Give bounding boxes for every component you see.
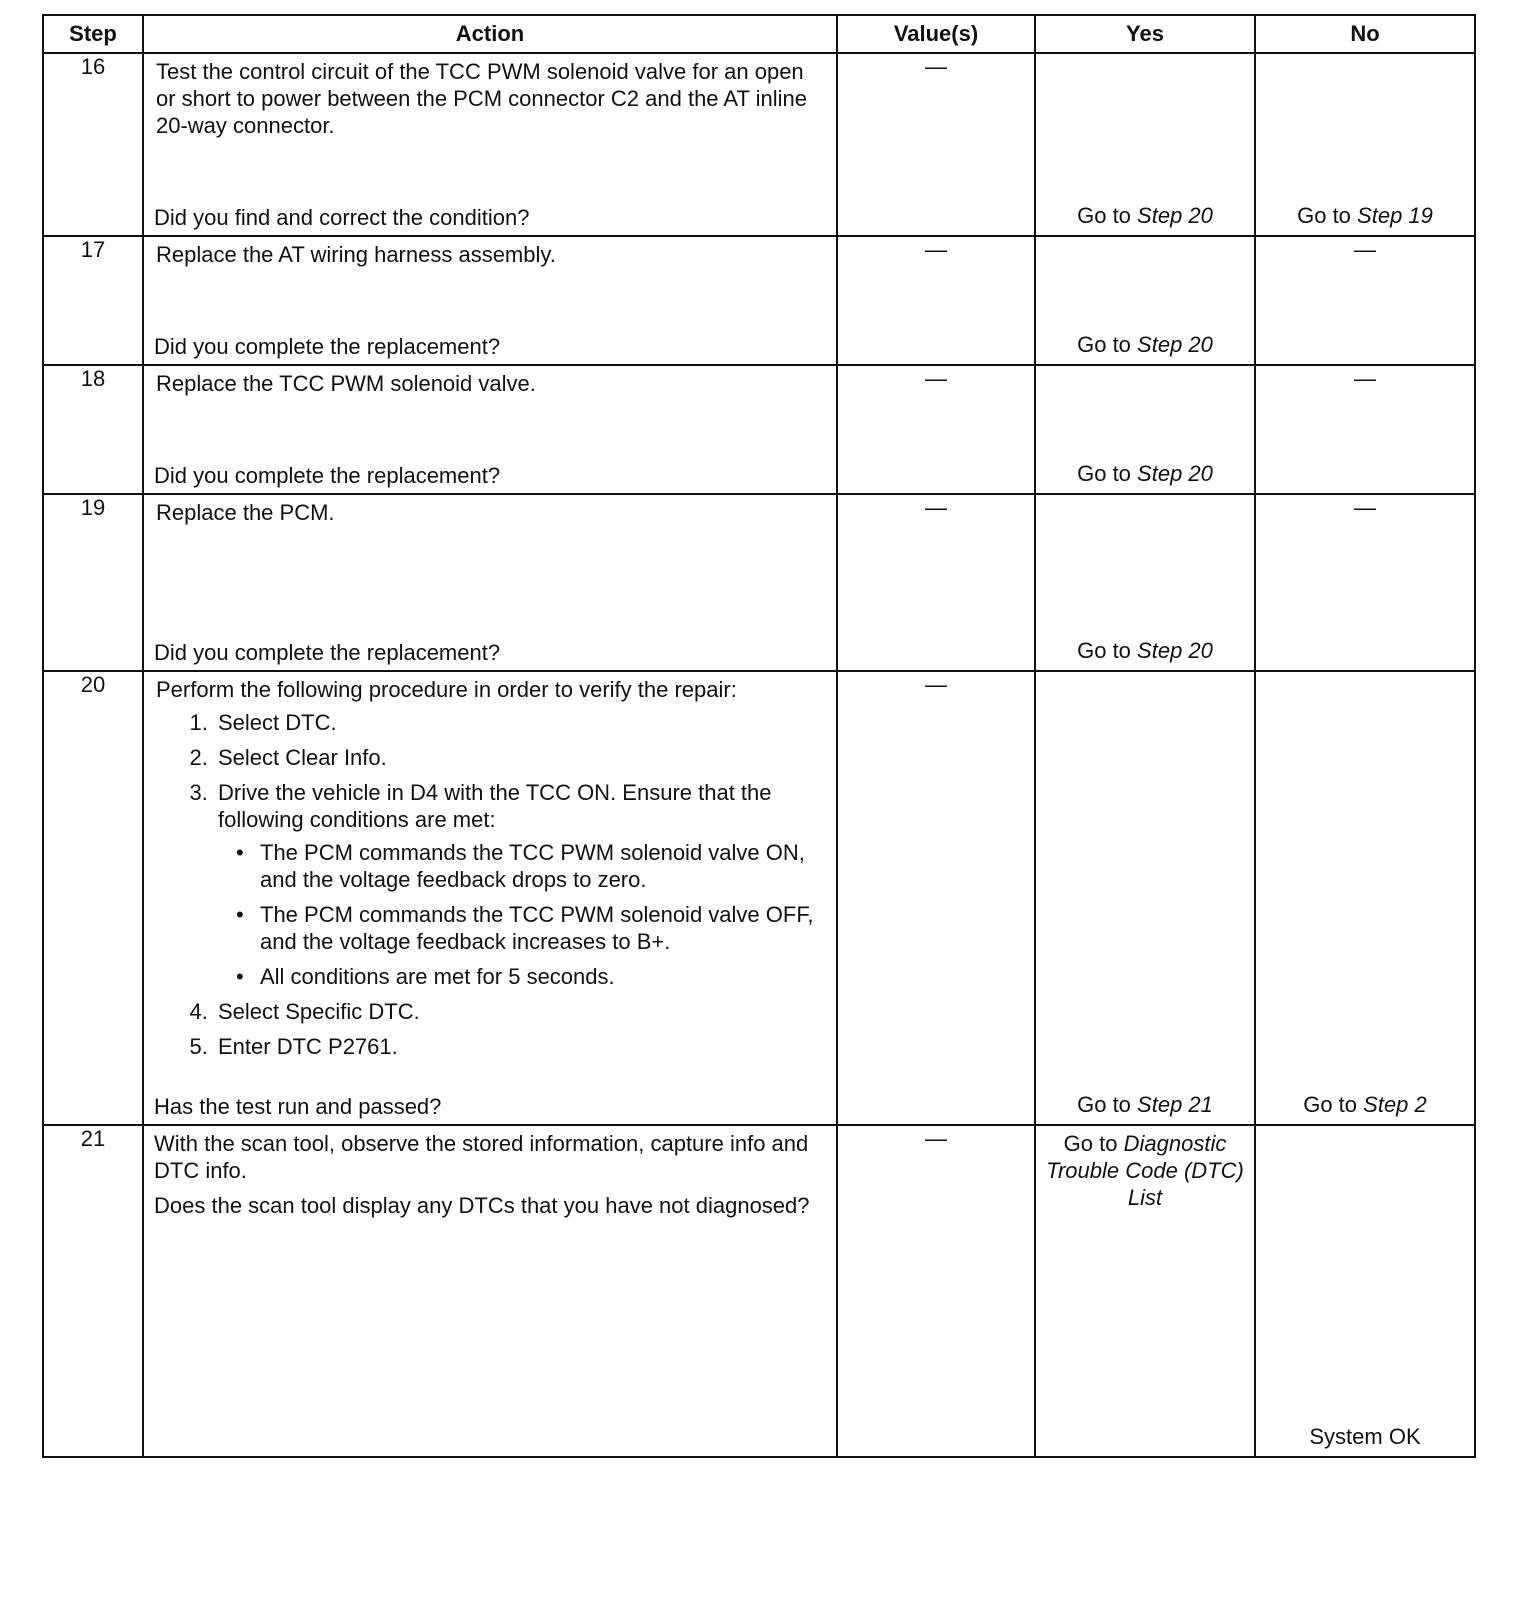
no-goto[interactable] [1256,1092,1474,1118]
action-cell [143,1125,837,1457]
condition-item: • All conditions are met for 5 seconds. [256,963,824,990]
goto-link[interactable]: Diagnostic Trouble Code (DTC) List [1046,1131,1244,1210]
header-row [43,15,1475,53]
goto-prefix: Go to [1303,1092,1358,1117]
question-text: Did you complete the replacement? [154,334,501,359]
yes-cell [1035,494,1255,671]
question-text: Did you find and correct the condition? [154,205,530,230]
no-cell [1255,671,1475,1125]
instruction-text: Perform the following procedure in order to verify the repair: [156,677,737,702]
yes-goto[interactable] [1036,332,1254,358]
step-number: 19 [43,494,143,671]
goto-link[interactable]: Step 20 [1137,203,1213,228]
instruction-text: With the scan tool, observe the stored information, capture info and DTC info. [154,1131,809,1183]
goto-link[interactable]: Step 20 [1137,638,1213,663]
value-cell: — [837,494,1035,671]
goto-prefix: Go to [1077,332,1131,357]
header-step: Step [43,15,143,53]
action-cell [143,53,837,236]
question-text: Did you complete the replacement? [154,640,501,665]
header-values: Value(s) [837,15,1035,53]
yes-cell [1035,53,1255,236]
value-cell: — [837,365,1035,494]
yes-goto[interactable] [1036,1130,1254,1211]
yes-goto[interactable] [1036,461,1254,487]
action-cell [143,494,837,671]
yes-goto[interactable] [1036,638,1254,664]
table-row-step-18 [43,365,1475,494]
goto-prefix: Go to [1077,461,1131,486]
yes-cell [1035,1125,1255,1457]
goto-link[interactable]: Step 19 [1357,203,1433,228]
no-cell: — [1255,236,1475,365]
value-cell: — [837,53,1035,236]
goto-link[interactable]: Step 21 [1137,1092,1213,1117]
instruction-text: Replace the TCC PWM solenoid valve. [156,371,536,396]
goto-link[interactable]: Step 20 [1137,332,1213,357]
goto-link[interactable]: Step 20 [1137,461,1213,486]
goto-prefix: Go to [1077,1092,1131,1117]
instruction-text: Replace the AT wiring harness assembly. [156,242,556,267]
goto-link[interactable]: Step 2 [1363,1092,1427,1117]
instruction-block [156,676,824,1068]
procedure-item: 1. Select DTC. [214,709,824,736]
no-result: System OK [1309,1424,1421,1449]
goto-prefix: Go to [1063,1131,1118,1156]
diagnostic-table [42,14,1476,1458]
step-number: 21 [43,1125,143,1457]
goto-prefix: Go to [1297,203,1351,228]
yes-cell [1035,671,1255,1125]
condition-item: • The PCM commands the TCC PWM solenoid valve OFF, and the voltage feedback increases to B+. [256,901,824,955]
table-row-step-17 [43,236,1475,365]
instruction-text: Test the control circuit of the TCC PWM solenoid valve for an open or short to power between the PCM connector C2 and the AT inline 20-way connector. [156,59,807,138]
header-yes: Yes [1035,15,1255,53]
procedure-item: 2. Select Clear Info. [214,744,824,771]
value-cell: — [837,236,1035,365]
table-row-step-19 [43,494,1475,671]
header-action: Action [143,15,837,53]
yes-goto[interactable] [1036,1092,1254,1118]
action-cell [143,365,837,494]
condition-list [218,839,824,990]
value-cell: — [837,1125,1035,1457]
step-number: 16 [43,53,143,236]
question-text: Has the test run and passed? [154,1094,442,1119]
step-number: 17 [43,236,143,365]
table-row-step-21 [43,1125,1475,1457]
yes-goto[interactable] [1036,203,1254,229]
no-cell [1255,53,1475,236]
yes-cell [1035,236,1255,365]
goto-prefix: Go to [1077,638,1131,663]
procedure-item [214,779,824,990]
yes-cell [1035,365,1255,494]
condition-item: • The PCM commands the TCC PWM solenoid valve ON, and the voltage feedback drops to zero. [256,839,824,893]
step-number: 18 [43,365,143,494]
step-number: 20 [43,671,143,1125]
procedure-list [156,709,824,1060]
instruction-text: Replace the PCM. [156,500,335,525]
table-row-step-16 [43,53,1475,236]
procedure-item-text: Drive the vehicle in D4 with the TCC ON. Ensure that the following conditions are met: [218,780,772,832]
goto-prefix: Go to [1077,203,1131,228]
value-cell: — [837,671,1035,1125]
question-text: Does the scan tool display any DTCs that you have not diagnosed? [154,1193,810,1218]
procedure-item: 4. Select Specific DTC. [214,998,824,1025]
action-cell [143,236,837,365]
no-cell: — [1255,494,1475,671]
header-no: No [1255,15,1475,53]
no-cell: — [1255,365,1475,494]
no-goto[interactable] [1256,203,1474,229]
no-cell [1255,1125,1475,1457]
instruction-block [154,1130,824,1219]
question-text: Did you complete the replacement? [154,463,501,488]
procedure-item: 5. Enter DTC P2761. [214,1033,824,1060]
action-cell [143,671,837,1125]
table-row-step-20 [43,671,1475,1125]
